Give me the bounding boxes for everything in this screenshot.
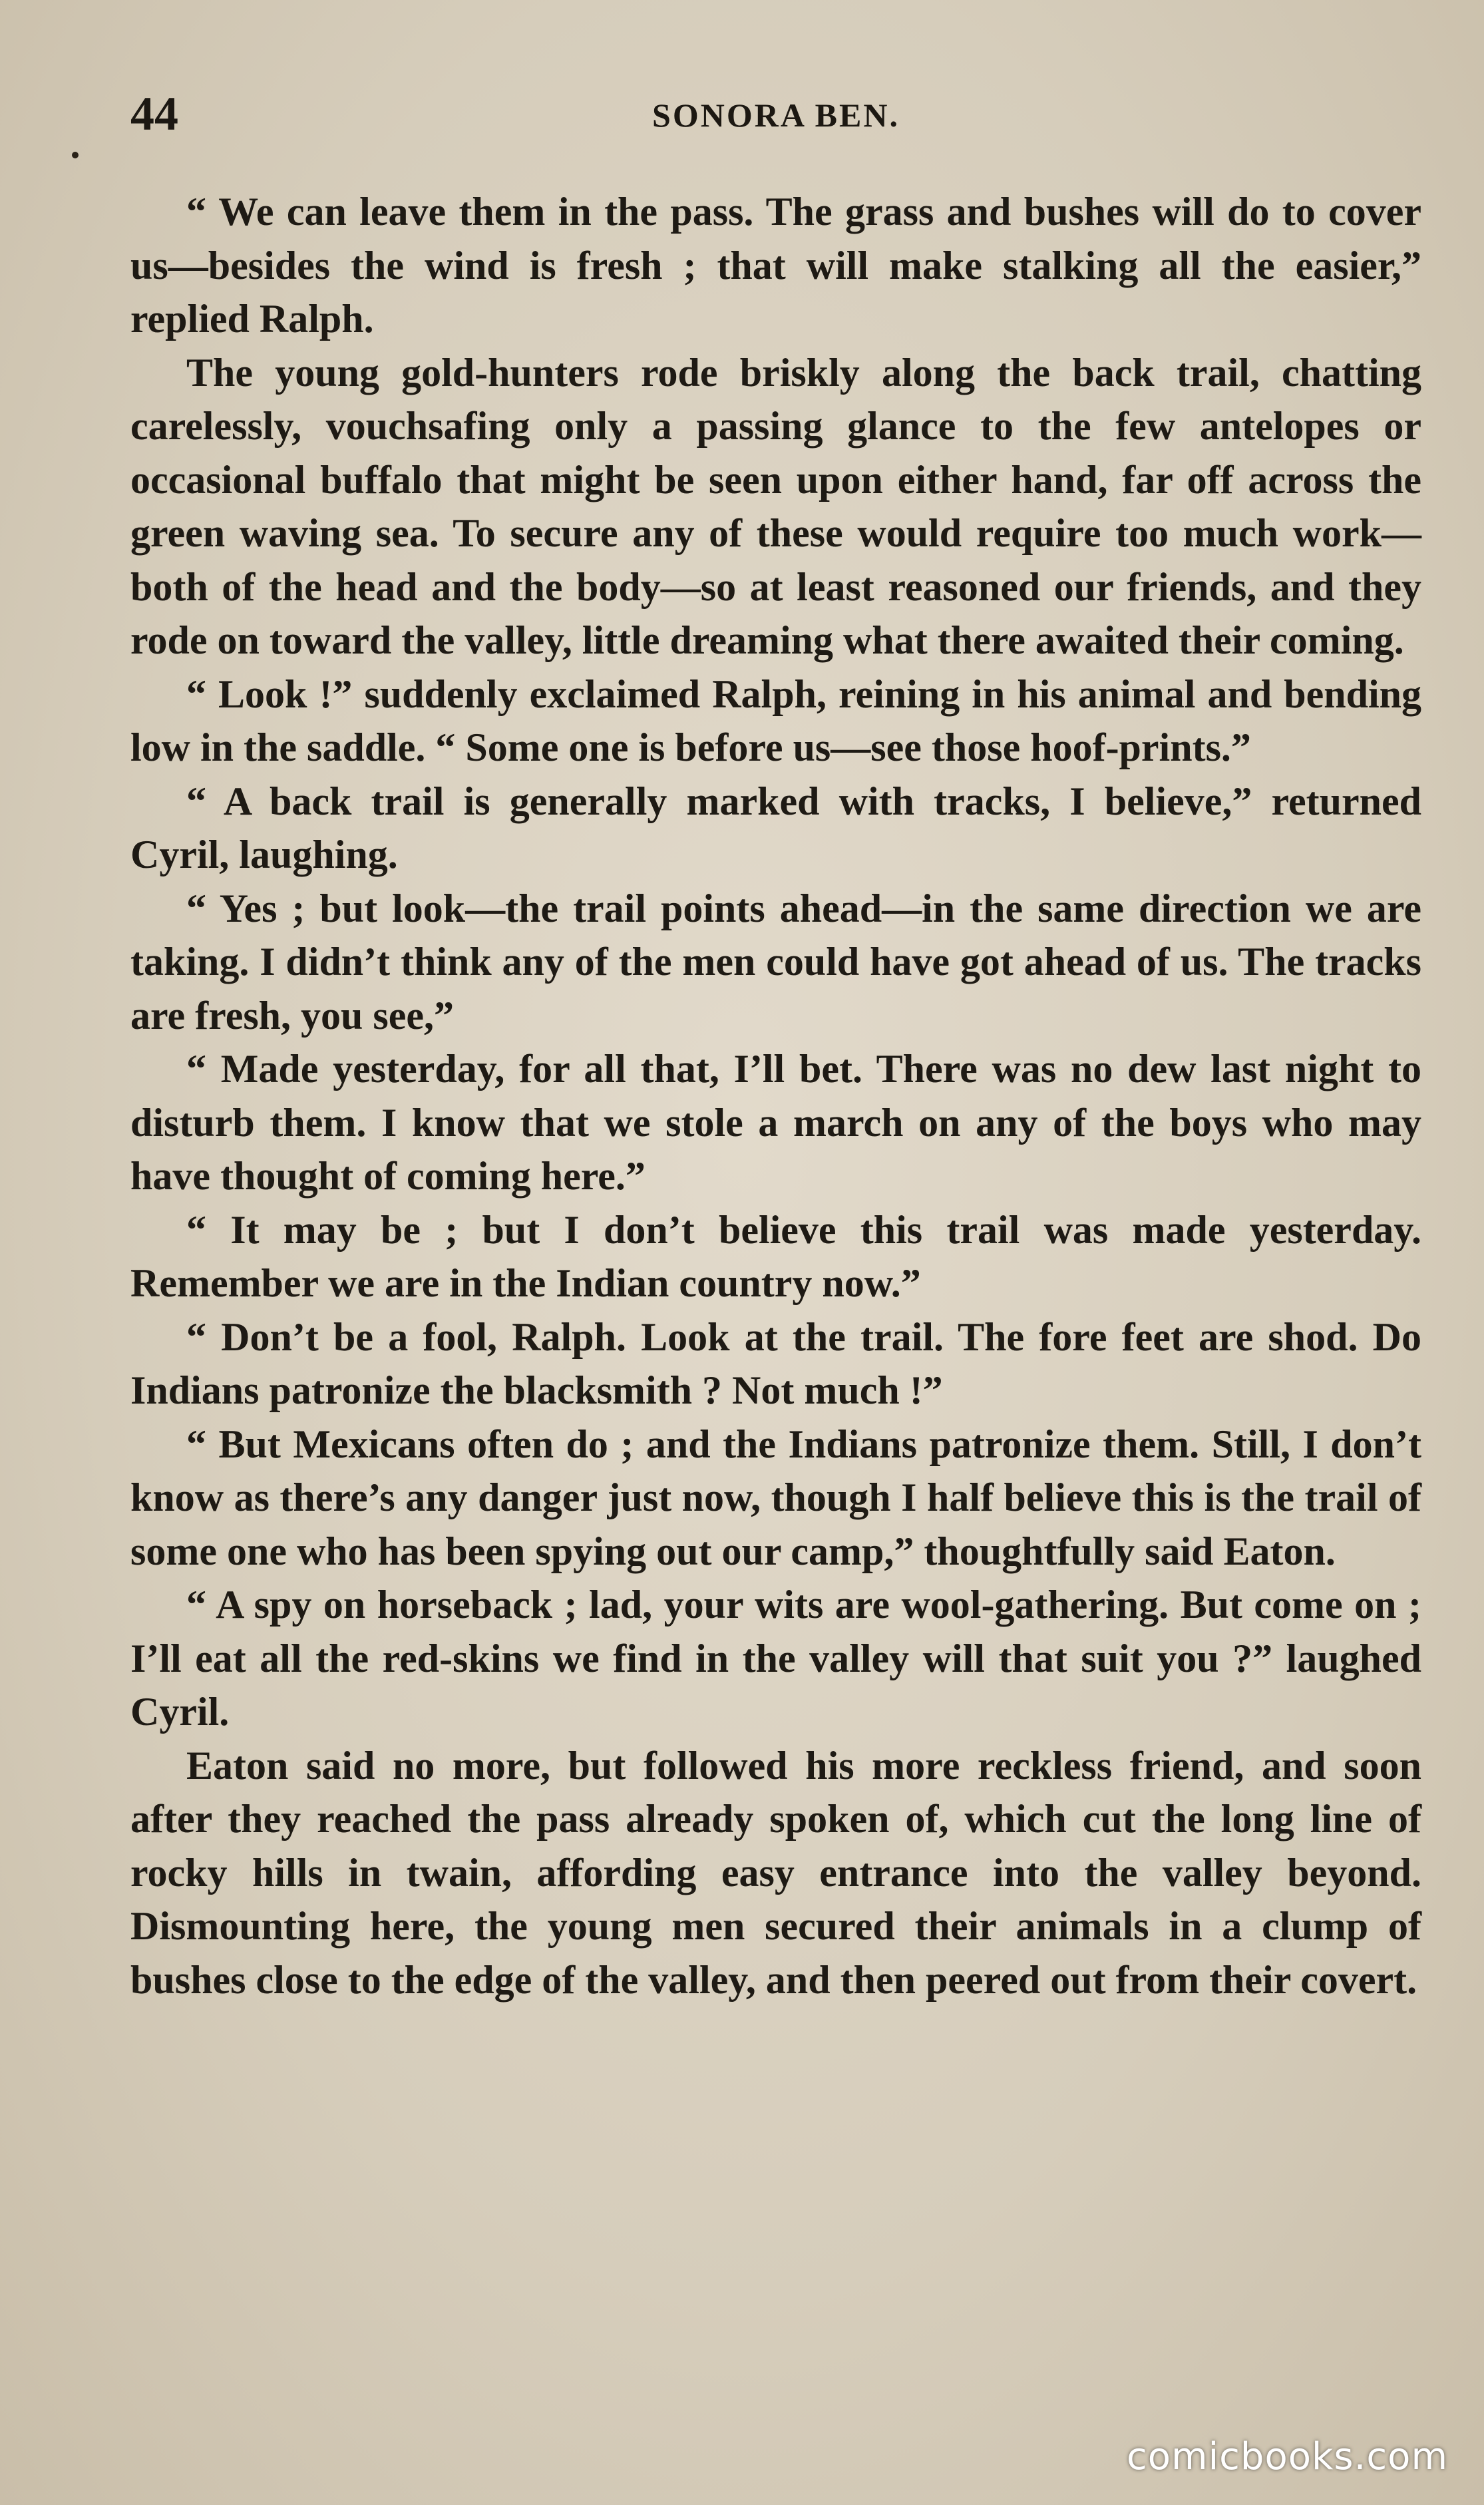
paragraph: Eaton said no more, but followed his more reckless friend, and soon after they reached the pass already spoken of, which cut the long line of rocky hills in twain, affording easy entrance into the valley beyond. Dismounting here, the young men secured their animals in a clump of bushes close to the edge of the valley, and then peered out from their covert.: [130, 1743, 1421, 2002]
paragraph: “ A spy on horseback ; lad, your wits are wool-gathering. But come on ; I’ll eat all the red-skins we find in the valley will that suit you ?” laughed Cyril.: [130, 1583, 1421, 1734]
paragraph: “ But Mexicans often do ; and the Indians patronize them. Still, I don’t know as there’s any danger just now, though I half believe this is the trail of some one who has been spying out our camp,” thoughtfully said Eaton.: [130, 1422, 1421, 1573]
paragraph: “ A back trail is generally marked with tracks, I believe,” returned Cyril, laughing.: [130, 779, 1421, 876]
paragraph: “ It may be ; but I don’t believe this trail was made yesterday. Remember we are in the Indian country now.”: [130, 1207, 1421, 1305]
body-text: [130, 185, 1421, 2007]
paragraph: “ We can leave them in the pass. The grass and bushes will do to cover us—besides the wind is fresh ; that will make stalking all the easier,” replied Ralph.: [130, 190, 1421, 341]
paragraph: “ Don’t be a fool, Ralph. Look at the trail. The fore feet are shod. Do Indians patronize the blacksmith ? Not much !”: [130, 1314, 1421, 1412]
watermark: comicbooks.com: [1126, 2435, 1448, 2478]
page-number: 44: [130, 87, 178, 140]
paragraph: “ Look !” suddenly exclaimed Ralph, reining in his animal and bending low in the saddle. “ Some one is before us—see those hoof-prints.”: [130, 672, 1421, 769]
paragraph: “ Made yesterday, for all that, I’ll bet. There was no dew last night to disturb them. I know that we stole a march on any of the boys who may have thought of coming here.”: [130, 1047, 1421, 1198]
page-header: [130, 87, 1421, 140]
paragraph: “ Yes ; but look—the trail points ahead—in the same direction we are taking. I didn’t think any of the men could have got ahead of us. The tracks are fresh, you see,”: [130, 886, 1421, 1038]
running-head: SONORA BEN.: [652, 96, 900, 134]
ink-spot: [72, 152, 79, 158]
paragraph: The young gold-hunters rode briskly along the back trail, chatting carelessly, vouchsafing only a passing glance to the few antelopes or occasional buffalo that might be seen upon either hand, far off across the green waving sea. To secure any of these would require too much work—both of the head and the body—so at least reasoned our friends, and they rode on toward the valley, little dreaming what there awaited their coming.: [130, 350, 1421, 662]
